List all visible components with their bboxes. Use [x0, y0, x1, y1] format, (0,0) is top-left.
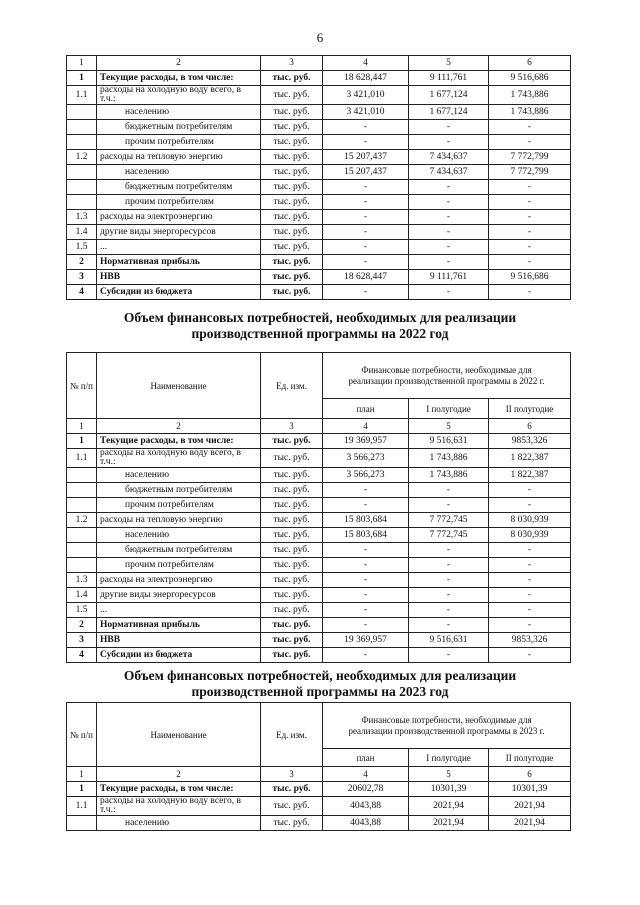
row-value-plan: 3 421,010 [323, 86, 409, 105]
row-name: НВВ [97, 633, 261, 648]
header-name: Наименование [97, 353, 261, 419]
table-row [67, 135, 571, 150]
row-name: другие виды энергоресурсов [97, 588, 261, 603]
row-value-plan: 4043,88 [323, 816, 409, 831]
row-number: 1.5 [67, 603, 97, 618]
table-row [67, 165, 571, 180]
table-row [67, 797, 571, 816]
row-value-half1: 1 743,886 [409, 449, 489, 468]
row-value-half2: 9853,326 [489, 434, 571, 449]
row-value-half1: - [409, 483, 489, 498]
col-num: 2 [97, 56, 261, 71]
row-unit: тыс. руб. [261, 543, 323, 558]
row-name: ... [97, 603, 261, 618]
row-value-half1: - [409, 285, 489, 300]
row-unit: тыс. руб. [261, 71, 323, 86]
row-value-half2: 9 516,686 [489, 71, 571, 86]
row-value-plan: 3 566,273 [323, 468, 409, 483]
row-value-half2: 10301,39 [489, 782, 571, 797]
row-number: 1.2 [67, 150, 97, 165]
row-number [67, 558, 97, 573]
row-name: Нормативная прибыль [97, 255, 261, 270]
row-value-plan: - [323, 603, 409, 618]
row-value-half2: - [489, 120, 571, 135]
row-number: 1.1 [67, 449, 97, 468]
row-value-half2: - [489, 210, 571, 225]
row-value-half2: - [489, 240, 571, 255]
table-row [67, 543, 571, 558]
row-value-plan: - [323, 285, 409, 300]
row-unit: тыс. руб. [261, 434, 323, 449]
row-value-plan: 15 803,684 [323, 528, 409, 543]
row-value-plan: - [323, 225, 409, 240]
table-row [67, 285, 571, 300]
row-value-half2: 8 030,939 [489, 513, 571, 528]
header-half1: I полугодие [409, 749, 489, 767]
row-number [67, 165, 97, 180]
row-value-half2: - [489, 483, 571, 498]
row-name: другие виды энергоресурсов [97, 225, 261, 240]
row-number [67, 120, 97, 135]
row-value-half2: 1 822,387 [489, 449, 571, 468]
table-row [67, 225, 571, 240]
row-unit: тыс. руб. [261, 285, 323, 300]
table-row [67, 449, 571, 468]
row-number: 4 [67, 648, 97, 663]
row-value-half2: - [489, 135, 571, 150]
col-num: 5 [409, 56, 489, 71]
row-name: Субсидии из бюджета [97, 648, 261, 663]
row-name: населению [97, 528, 261, 543]
row-value-half1: - [409, 255, 489, 270]
row-unit: тыс. руб. [261, 210, 323, 225]
column-number-row [67, 56, 571, 71]
row-value-half2: - [489, 648, 571, 663]
row-number: 1.1 [67, 86, 97, 105]
col-num: 6 [489, 767, 571, 782]
table-row [67, 255, 571, 270]
header-unit: Ед. изм. [261, 353, 323, 419]
table-row [67, 195, 571, 210]
row-name: бюджетным потребителям [97, 180, 261, 195]
row-number: 1.4 [67, 225, 97, 240]
row-value-half1: 7 434,637 [409, 150, 489, 165]
row-unit: тыс. руб. [261, 180, 323, 195]
table-row [67, 180, 571, 195]
row-value-half1: - [409, 240, 489, 255]
row-unit: тыс. руб. [261, 449, 323, 468]
table-row [67, 648, 571, 663]
table-2023 [66, 702, 571, 831]
row-value-plan: - [323, 618, 409, 633]
col-num: 5 [409, 419, 489, 434]
title-line: Объем финансовых потребностей, необходимых для реализации [123, 310, 517, 325]
header-financial-needs: Финансовые потребности, необходимые для реализации производственной программы в 2023 г. [323, 703, 571, 749]
row-value-half1: - [409, 225, 489, 240]
row-value-half2: 9853,326 [489, 633, 571, 648]
row-value-plan: 15 207,437 [323, 150, 409, 165]
col-num: 3 [261, 419, 323, 434]
title-line: производственной программы на 2023 год [191, 684, 449, 699]
row-number: 1.1 [67, 797, 97, 816]
row-unit: тыс. руб. [261, 588, 323, 603]
header-half1: I полугодие [409, 399, 489, 419]
row-name: бюджетным потребителям [97, 483, 261, 498]
row-value-plan: - [323, 498, 409, 513]
row-number [67, 180, 97, 195]
row-number: 3 [67, 633, 97, 648]
row-number: 1 [67, 71, 97, 86]
row-unit: тыс. руб. [261, 618, 323, 633]
col-num: 5 [409, 767, 489, 782]
table-row [67, 86, 571, 105]
row-unit: тыс. руб. [261, 633, 323, 648]
row-value-half2: 2021,94 [489, 797, 571, 816]
table-row [67, 513, 571, 528]
row-number: 4 [67, 285, 97, 300]
row-value-plan: - [323, 648, 409, 663]
row-value-half2: 2021,94 [489, 816, 571, 831]
row-value-half2: 1 743,886 [489, 105, 571, 120]
row-value-half1: - [409, 195, 489, 210]
row-value-plan: 18 628,447 [323, 270, 409, 285]
header-name: Наименование [97, 703, 261, 767]
row-value-half1: - [409, 573, 489, 588]
row-value-plan: - [323, 120, 409, 135]
row-name: НВВ [97, 270, 261, 285]
row-value-plan: 3 421,010 [323, 105, 409, 120]
column-number-row [67, 419, 571, 434]
row-value-half2: - [489, 603, 571, 618]
row-number: 1.2 [67, 513, 97, 528]
row-number: 3 [67, 270, 97, 285]
table-row [67, 782, 571, 797]
table-row [67, 105, 571, 120]
row-value-plan: 19 369,957 [323, 434, 409, 449]
header-num: № п/п [67, 353, 97, 419]
row-number: 1.3 [67, 210, 97, 225]
row-value-plan: 18 628,447 [323, 71, 409, 86]
row-name: Текущие расходы, в том числе: [97, 71, 261, 86]
row-number [67, 816, 97, 831]
table-row [67, 558, 571, 573]
row-unit: тыс. руб. [261, 165, 323, 180]
row-name: Субсидии из бюджета [97, 285, 261, 300]
row-name: прочим потребителям [97, 135, 261, 150]
title-line: производственной программы на 2022 год [191, 326, 449, 341]
row-value-half2: 1 743,886 [489, 86, 571, 105]
row-value-half1: - [409, 135, 489, 150]
title-line: Объем финансовых потребностей, необходимых для реализации [123, 668, 517, 683]
table-row [67, 603, 571, 618]
row-value-plan: - [323, 135, 409, 150]
row-unit: тыс. руб. [261, 468, 323, 483]
row-number [67, 483, 97, 498]
col-num: 3 [261, 767, 323, 782]
row-unit: тыс. руб. [261, 225, 323, 240]
row-name: расходы на холодную воду всего, в т.ч.: [97, 797, 261, 816]
row-number [67, 498, 97, 513]
row-value-plan: - [323, 180, 409, 195]
table-row [67, 588, 571, 603]
table-row [67, 468, 571, 483]
row-value-half1: - [409, 543, 489, 558]
row-unit: тыс. руб. [261, 150, 323, 165]
row-name: бюджетным потребителям [97, 120, 261, 135]
row-value-half1: - [409, 648, 489, 663]
row-number: 1 [67, 782, 97, 797]
row-unit: тыс. руб. [261, 528, 323, 543]
row-number: 1.4 [67, 588, 97, 603]
row-value-half1: - [409, 603, 489, 618]
row-value-plan: - [323, 588, 409, 603]
row-name: расходы на холодную воду всего, в т.ч.: [97, 86, 261, 105]
row-number: 2 [67, 618, 97, 633]
row-value-half2: - [489, 543, 571, 558]
row-value-half2: - [489, 285, 571, 300]
table-row [67, 498, 571, 513]
row-value-half1: 7 772,745 [409, 513, 489, 528]
row-number [67, 528, 97, 543]
row-value-half2: 7 772,799 [489, 150, 571, 165]
row-value-plan: - [323, 558, 409, 573]
table-row [67, 150, 571, 165]
row-unit: тыс. руб. [261, 816, 323, 831]
header-half2: II полугодие [489, 749, 571, 767]
row-unit: тыс. руб. [261, 558, 323, 573]
row-number: 2 [67, 255, 97, 270]
row-number [67, 195, 97, 210]
table-row [67, 434, 571, 449]
row-value-half1: - [409, 180, 489, 195]
row-value-half1: - [409, 558, 489, 573]
row-value-half1: 2021,94 [409, 797, 489, 816]
row-value-half1: - [409, 120, 489, 135]
row-value-half1: 1 743,886 [409, 468, 489, 483]
row-value-plan: - [323, 543, 409, 558]
row-name: расходы на электроэнергию [97, 210, 261, 225]
row-name: бюджетным потребителям [97, 543, 261, 558]
row-unit: тыс. руб. [261, 270, 323, 285]
row-value-plan: 4043,88 [323, 797, 409, 816]
row-value-plan: 15 207,437 [323, 165, 409, 180]
row-name: Текущие расходы, в том числе: [97, 782, 261, 797]
table-row [67, 573, 571, 588]
row-value-plan: - [323, 483, 409, 498]
row-value-plan: 20602,78 [323, 782, 409, 797]
row-name: прочим потребителям [97, 498, 261, 513]
row-value-half1: 1 677,124 [409, 86, 489, 105]
row-unit: тыс. руб. [261, 195, 323, 210]
row-value-half2: - [489, 573, 571, 588]
row-name: населению [97, 165, 261, 180]
table-2022 [66, 352, 571, 663]
header-unit: Ед. изм. [261, 703, 323, 767]
row-value-half1: 7 434,637 [409, 165, 489, 180]
table-2021-continuation [66, 55, 571, 300]
row-unit: тыс. руб. [261, 648, 323, 663]
row-value-half2: - [489, 498, 571, 513]
row-unit: тыс. руб. [261, 105, 323, 120]
row-name: расходы на тепловую энергию [97, 513, 261, 528]
row-value-plan: - [323, 210, 409, 225]
row-number [67, 135, 97, 150]
row-value-half2: 7 772,799 [489, 165, 571, 180]
table-row [67, 528, 571, 543]
row-value-half1: 1 677,124 [409, 105, 489, 120]
row-value-plan: 3 566,273 [323, 449, 409, 468]
table-row [67, 71, 571, 86]
section-title-2022 [0, 310, 640, 342]
row-value-half1: 9 111,761 [409, 71, 489, 86]
row-name: Текущие расходы, в том числе: [97, 434, 261, 449]
row-number: 1.3 [67, 573, 97, 588]
header-half2: II полугодие [489, 399, 571, 419]
table-row [67, 618, 571, 633]
col-num: 1 [67, 56, 97, 71]
row-name: расходы на электроэнергию [97, 573, 261, 588]
row-value-half2: - [489, 195, 571, 210]
row-value-half1: 9 516,631 [409, 434, 489, 449]
row-name: расходы на тепловую энергию [97, 150, 261, 165]
row-value-half1: - [409, 498, 489, 513]
row-unit: тыс. руб. [261, 513, 323, 528]
row-unit: тыс. руб. [261, 573, 323, 588]
row-name: населению [97, 816, 261, 831]
row-unit: тыс. руб. [261, 603, 323, 618]
row-value-half2: 9 516,686 [489, 270, 571, 285]
col-num: 6 [489, 419, 571, 434]
header-plan: план [323, 749, 409, 767]
row-value-plan: - [323, 255, 409, 270]
row-value-half2: - [489, 618, 571, 633]
row-value-half1: 2021,94 [409, 816, 489, 831]
col-num: 1 [67, 419, 97, 434]
row-number [67, 468, 97, 483]
row-value-half2: - [489, 255, 571, 270]
table-row [67, 120, 571, 135]
row-name: расходы на холодную воду всего, в т.ч.: [97, 449, 261, 468]
section-title-2023 [0, 668, 640, 700]
table-row [67, 633, 571, 648]
row-value-plan: 19 369,957 [323, 633, 409, 648]
row-name: ... [97, 240, 261, 255]
row-number: 1.5 [67, 240, 97, 255]
header-plan: план [323, 399, 409, 419]
header-financial-needs: Финансовые потребности, необходимые для реализации производственной программы в 2022 г. [323, 353, 571, 399]
row-value-half2: 1 822,387 [489, 468, 571, 483]
row-value-half1: 9 111,761 [409, 270, 489, 285]
page-number: 6 [316, 30, 324, 45]
row-value-half2: 8 030,939 [489, 528, 571, 543]
row-unit: тыс. руб. [261, 498, 323, 513]
row-number [67, 105, 97, 120]
col-num: 3 [261, 56, 323, 71]
row-value-half2: - [489, 225, 571, 240]
row-value-half2: - [489, 180, 571, 195]
table-row [67, 270, 571, 285]
table-row [67, 240, 571, 255]
row-value-half1: - [409, 588, 489, 603]
row-unit: тыс. руб. [261, 483, 323, 498]
row-value-half2: - [489, 588, 571, 603]
col-num: 1 [67, 767, 97, 782]
row-number: 1 [67, 434, 97, 449]
col-num: 4 [323, 419, 409, 434]
row-unit: тыс. руб. [261, 797, 323, 816]
row-value-plan: - [323, 195, 409, 210]
row-value-half1: 10301,39 [409, 782, 489, 797]
row-name: населению [97, 105, 261, 120]
row-unit: тыс. руб. [261, 782, 323, 797]
col-num: 2 [97, 767, 261, 782]
row-name: прочим потребителям [97, 195, 261, 210]
column-number-row [67, 767, 571, 782]
table-row [67, 816, 571, 831]
row-value-half1: 9 516,631 [409, 633, 489, 648]
row-unit: тыс. руб. [261, 120, 323, 135]
row-value-plan: - [323, 573, 409, 588]
col-num: 4 [323, 56, 409, 71]
row-name: населению [97, 468, 261, 483]
row-unit: тыс. руб. [261, 135, 323, 150]
row-value-plan: 15 803,684 [323, 513, 409, 528]
col-num: 2 [97, 419, 261, 434]
row-number [67, 543, 97, 558]
row-value-plan: - [323, 240, 409, 255]
row-value-half1: - [409, 210, 489, 225]
col-num: 4 [323, 767, 409, 782]
table-row [67, 483, 571, 498]
table-row [67, 210, 571, 225]
row-unit: тыс. руб. [261, 240, 323, 255]
row-name: Нормативная прибыль [97, 618, 261, 633]
row-unit: тыс. руб. [261, 255, 323, 270]
row-value-half1: - [409, 618, 489, 633]
col-num: 6 [489, 56, 571, 71]
row-value-half1: 7 772,745 [409, 528, 489, 543]
row-name: прочим потребителям [97, 558, 261, 573]
row-unit: тыс. руб. [261, 86, 323, 105]
row-value-half2: - [489, 558, 571, 573]
header-num: № п/п [67, 703, 97, 767]
